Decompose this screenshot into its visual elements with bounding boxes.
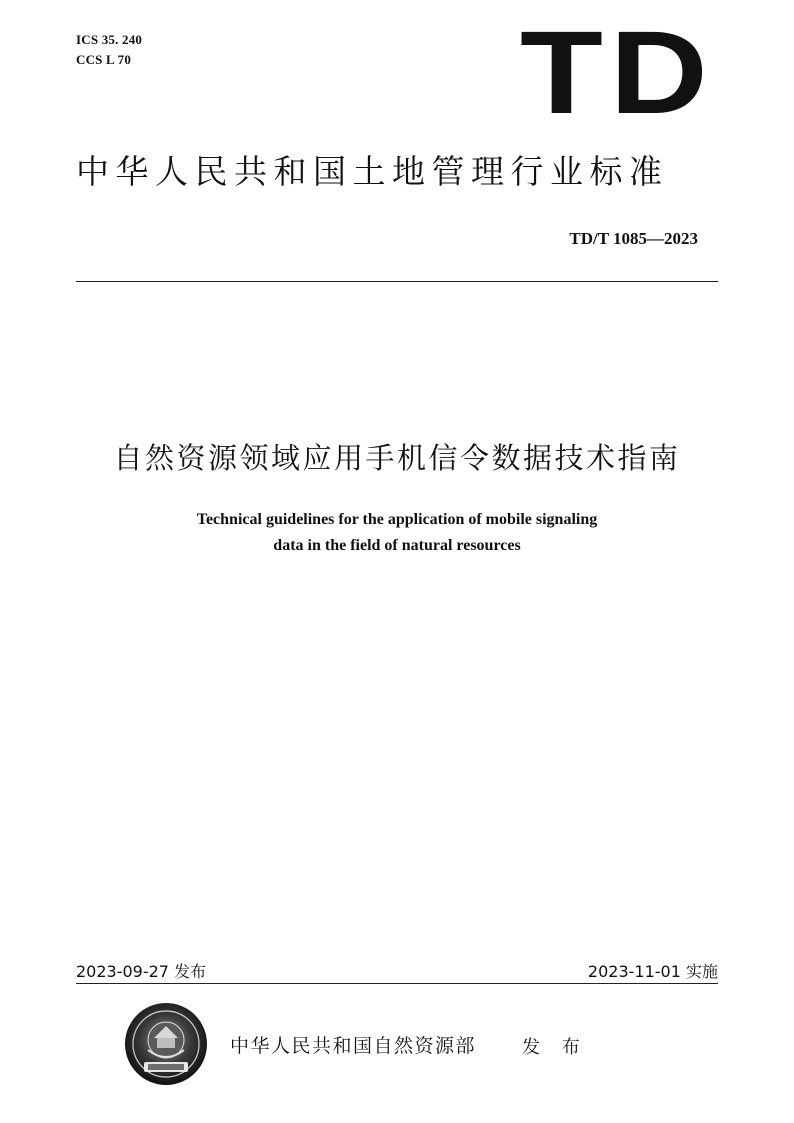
td-logo: TD bbox=[520, 7, 715, 139]
national-emblem-seal-icon bbox=[124, 1002, 208, 1086]
document-title-chinese: 自然资源领域应用手机信令数据技术指南 bbox=[113, 441, 681, 475]
document-title-english-line2: data in the field of natural resources bbox=[273, 537, 521, 554]
ccs-code: CCS L 70 bbox=[76, 52, 132, 67]
document-title-english-line1: Technical guidelines for the application of mobile signaling bbox=[196, 511, 598, 528]
publish-label: 发 布 bbox=[522, 1037, 588, 1058]
standard-code: TD/T 1085—2023 bbox=[569, 229, 698, 248]
top-divider bbox=[76, 281, 718, 282]
ics-code: ICS 35. 240 bbox=[76, 32, 143, 47]
organization-title: 中华人民共和国土地管理行业标准 bbox=[76, 152, 669, 191]
implementation-date: 2023-11-01 实施 bbox=[587, 962, 718, 981]
issue-date: 2023-09-27 发布 bbox=[76, 962, 207, 981]
bottom-divider bbox=[76, 983, 718, 984]
publisher-name: 中华人民共和国自然资源部 bbox=[230, 1035, 477, 1057]
